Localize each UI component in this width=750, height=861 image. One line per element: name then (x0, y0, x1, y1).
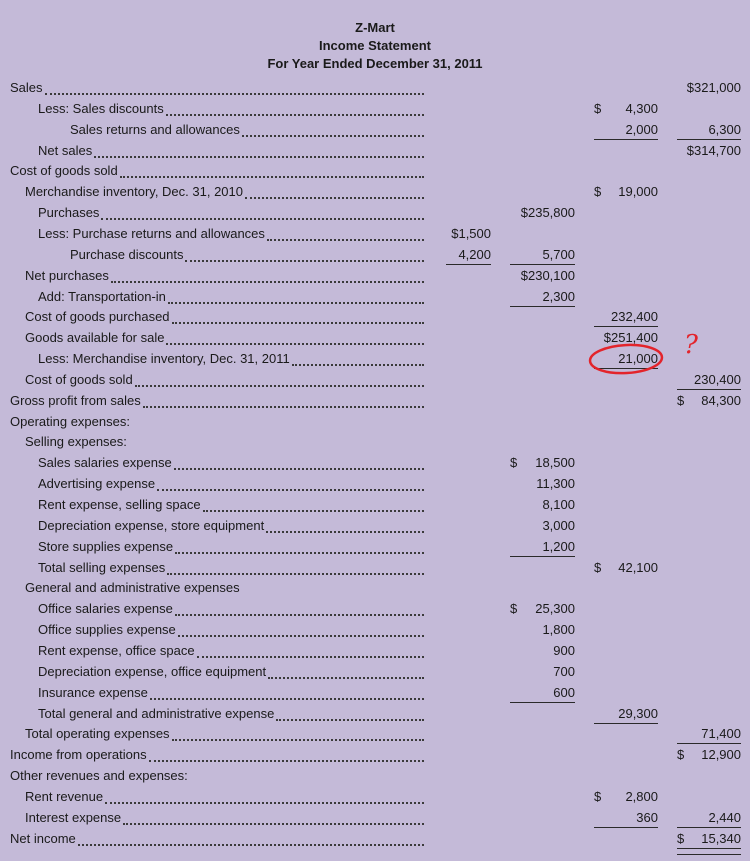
leader-dots (175, 614, 424, 616)
row-label: Office salaries expense (38, 601, 173, 617)
amount-cell (594, 351, 658, 369)
row-label: Purchases (38, 205, 100, 221)
statement-row (0, 621, 750, 642)
row-label: Rent expense, office space (38, 642, 195, 658)
amount-cell (510, 247, 575, 265)
currency-symbol: $ (594, 184, 602, 200)
statement-row (0, 454, 750, 475)
statement-row (0, 142, 750, 163)
statement-row (0, 475, 750, 496)
leader-dots (172, 739, 424, 741)
leader-dots (94, 156, 424, 158)
amount-cell (677, 122, 741, 140)
amount-value: 900 (553, 642, 575, 658)
leader-dots (268, 677, 424, 679)
amount-cell (594, 560, 658, 577)
leader-dots (168, 302, 424, 304)
statement-row (0, 642, 750, 663)
statement-row (0, 246, 750, 267)
amount-value: 11,300 (536, 476, 575, 492)
row-label: Gross profit from sales (10, 392, 141, 408)
statement-row (0, 684, 750, 705)
amount-cell (677, 831, 741, 848)
row-label: Net purchases (25, 267, 109, 283)
amount-cell (677, 143, 741, 160)
statement-row (0, 392, 750, 413)
amount-cell (594, 789, 658, 806)
leader-dots (276, 719, 424, 721)
statement-row (0, 79, 750, 100)
amount-cell (677, 80, 741, 97)
leader-dots (150, 698, 424, 700)
amount-value: 2,440 (708, 809, 741, 825)
leader-dots (245, 197, 424, 199)
amount-value: 12,900 (701, 747, 741, 763)
row-label: Depreciation expense, store equipment (38, 517, 265, 533)
currency-symbol: $ (677, 392, 685, 408)
amount-value: 42,100 (618, 559, 658, 575)
row-label: Cost of goods sold (10, 163, 118, 179)
amount-cell (510, 539, 575, 557)
row-label: Total operating expenses (25, 726, 170, 742)
amount-value: $314,700 (686, 142, 741, 158)
statement-row (0, 267, 750, 288)
row-label: Office supplies expense (38, 622, 176, 638)
amount-value: 4,300 (625, 100, 658, 116)
amount-cell (594, 810, 658, 828)
amount-cell (510, 268, 575, 285)
leader-dots (111, 281, 424, 283)
amount-value: 1,800 (542, 622, 575, 638)
statement-row (0, 433, 750, 454)
leader-dots (203, 510, 424, 512)
amount-value: 29,300 (618, 705, 658, 721)
statement-row (0, 496, 750, 517)
row-label: Rent revenue (25, 788, 104, 804)
amount-cell (510, 685, 575, 703)
leader-dots (143, 406, 424, 408)
row-label: Less: Merchandise inventory, Dec. 31, 2011 (38, 351, 290, 367)
amount-value: 84,300 (701, 392, 741, 408)
currency-symbol: $ (594, 559, 602, 575)
amount-value: 2,300 (542, 288, 575, 304)
statement-row (0, 767, 750, 788)
amount-value: 8,100 (542, 497, 575, 512)
amount-cell (677, 393, 741, 410)
amount-value: 5,700 (542, 246, 575, 262)
amount-value: $251,400 (603, 330, 658, 346)
amount-cell (446, 247, 491, 265)
leader-dots (242, 135, 424, 137)
currency-symbol: $ (594, 100, 602, 116)
leader-dots (167, 573, 424, 575)
amount-cell (594, 330, 658, 347)
amount-cell (677, 726, 741, 744)
statement-row (0, 225, 750, 246)
statement-row (0, 538, 750, 559)
statement-title: Income Statement (319, 38, 431, 53)
row-label: Purchase discounts (70, 246, 184, 262)
statement-row (0, 350, 750, 371)
amount-cell (510, 601, 575, 618)
row-label: Cost of goods purchased (25, 309, 170, 325)
amount-cell (677, 810, 741, 828)
leader-dots (292, 364, 424, 366)
amount-value: 21,000 (618, 351, 658, 367)
row-label: Income from operations (10, 747, 147, 763)
amount-cell (510, 518, 575, 535)
statement-row (0, 705, 750, 726)
amount-value: $1,500 (451, 225, 491, 241)
leader-dots (135, 385, 424, 387)
amount-value: 19,000 (618, 184, 658, 200)
amount-cell (594, 706, 658, 724)
row-label: Rent expense, selling space (38, 497, 201, 512)
statement-row (0, 371, 750, 392)
amount-cell (677, 372, 741, 390)
statement-row (0, 121, 750, 142)
amount-value: 71,400 (701, 726, 741, 742)
row-label: Net sales (38, 142, 93, 158)
leader-dots (157, 489, 424, 491)
amount-value: $235,800 (520, 205, 575, 221)
row-label: Insurance expense (38, 684, 148, 700)
currency-symbol: $ (510, 601, 518, 617)
leader-dots (185, 260, 424, 262)
row-label: Net income (10, 830, 76, 846)
amount-value: 600 (553, 684, 575, 700)
amount-cell (677, 747, 741, 764)
currency-symbol: $ (594, 788, 602, 804)
amount-value: $321,000 (686, 80, 741, 95)
amount-value: 232,400 (611, 309, 658, 325)
statement-row (0, 579, 750, 600)
row-label: Less: Purchase returns and allowances (38, 225, 265, 241)
statement-row (0, 162, 750, 183)
leader-dots (166, 114, 424, 116)
leader-dots (149, 760, 424, 762)
leader-dots (175, 552, 424, 554)
leader-dots (267, 239, 424, 241)
row-label: Less: Sales discounts (38, 100, 164, 116)
leader-dots (123, 823, 424, 825)
amount-cell (510, 497, 575, 514)
statement-row (0, 329, 750, 350)
leader-dots (101, 218, 424, 220)
statement-row (0, 600, 750, 621)
amount-cell (510, 643, 575, 660)
amount-value: 18,500 (535, 455, 575, 471)
amount-cell (510, 289, 575, 307)
amount-value: 25,300 (535, 601, 575, 617)
row-label: Other revenues and expenses: (10, 768, 188, 784)
leader-dots (78, 844, 424, 846)
leader-dots (120, 176, 424, 178)
amount-cell (594, 184, 658, 201)
amount-value: 4,200 (458, 246, 491, 262)
amount-value: 230,400 (694, 371, 741, 387)
statement-row (0, 788, 750, 809)
amount-value: 700 (553, 663, 575, 679)
row-label: Total selling expenses (38, 559, 166, 575)
statement-row (0, 725, 750, 746)
row-label: Operating expenses: (10, 413, 130, 429)
amount-value: 3,000 (542, 517, 575, 533)
row-label: Depreciation expense, office equipment (38, 663, 267, 679)
statement-row (0, 288, 750, 309)
row-label: Sales returns and allowances (70, 121, 240, 137)
amount-value: 360 (636, 809, 658, 825)
statement-row (0, 204, 750, 225)
statement-row (0, 830, 750, 851)
row-label: Add: Transportation-in (38, 288, 166, 304)
amount-value: 15,340 (701, 830, 741, 846)
amount-cell (510, 455, 575, 472)
row-label: Total general and administrative expense (38, 705, 275, 721)
statement-row (0, 517, 750, 538)
leader-dots (172, 322, 424, 324)
row-label: Store supplies expense (38, 538, 174, 554)
row-label: Merchandise inventory, Dec. 31, 2010 (25, 184, 243, 200)
leader-dots (105, 802, 424, 804)
row-label: Sales (10, 80, 43, 95)
currency-symbol: $ (510, 455, 518, 471)
amount-cell (594, 101, 658, 118)
leader-dots (266, 531, 424, 533)
leader-dots (174, 468, 424, 470)
amount-cell (510, 205, 575, 222)
question-mark-annotation: ? (684, 330, 698, 361)
amount-cell (446, 226, 491, 243)
leader-dots (178, 635, 424, 637)
company-name: Z-Mart (355, 20, 395, 35)
double-underline (677, 848, 741, 855)
amount-value: $230,100 (520, 267, 575, 283)
amount-cell (510, 664, 575, 681)
currency-symbol: $ (677, 830, 685, 846)
leader-dots (197, 656, 424, 658)
row-label: Cost of goods sold (25, 371, 133, 387)
amount-cell (510, 622, 575, 639)
row-label: Selling expenses: (25, 434, 127, 450)
amount-value: 2,000 (625, 121, 658, 137)
amount-value: 2,800 (625, 788, 658, 804)
row-label: Sales salaries expense (38, 455, 172, 471)
amount-cell (510, 476, 575, 493)
statement-row (0, 100, 750, 121)
statement-row (0, 308, 750, 329)
statement-row (0, 559, 750, 580)
statement-row (0, 413, 750, 434)
row-label: Advertising expense (38, 476, 156, 492)
statement-row (0, 663, 750, 684)
leader-dots (45, 93, 424, 95)
statement-period: For Year Ended December 31, 2011 (267, 56, 483, 71)
amount-cell (594, 309, 658, 327)
row-label: Goods available for sale (25, 330, 165, 346)
row-label: Interest expense (25, 809, 122, 825)
currency-symbol: $ (677, 747, 685, 763)
statement-row (0, 746, 750, 767)
amount-cell (594, 122, 658, 140)
statement-row (0, 809, 750, 830)
statement-row (0, 183, 750, 204)
leader-dots (166, 343, 424, 345)
amount-value: 1,200 (542, 538, 575, 554)
row-label: General and administrative expenses (25, 580, 240, 596)
amount-value: 6,300 (708, 121, 741, 137)
